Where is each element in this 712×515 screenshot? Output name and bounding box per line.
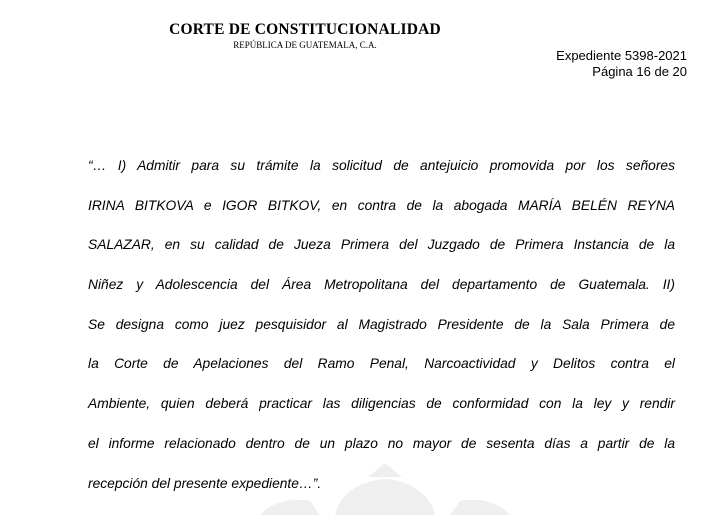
quote-line: recepción del presente expediente…”. <box>88 475 322 491</box>
quoted-resolution <box>88 146 675 503</box>
quote-line: IRINA BITKOVA e IGOR BITKOV, en contra de la abogada MARÍA BELÉN REYNA <box>88 197 675 213</box>
quote-line: Ambiente, quien deberá practicar las diligencias de conformidad con la ley y rendir <box>88 396 675 412</box>
court-header <box>150 20 460 51</box>
country-name: REPÚBLICA DE GUATEMALA, C.A. <box>233 40 377 50</box>
quote-line: la Corte de Apelaciones del Ramo Penal, Narcoactividad y Delitos contra el <box>88 356 675 372</box>
quote-line: Niñez y Adolescencia del Área Metropolitana del departamento de Guatemala. II) <box>88 277 675 293</box>
quote-line: “… I) Admitir para su trámite la solicitud de antejuicio promovida por los señores <box>88 158 675 173</box>
quote-line: Se designa como juez pesquisidor al Magistrado Presidente de la Sala Primera de <box>88 316 675 332</box>
quote-line: SALAZAR, en su calidad de Jueza Primera del Juzgado de Primera Instancia de la <box>88 237 675 253</box>
case-number: Expediente 5398-2021 <box>556 48 687 63</box>
page-number: Página 16 de 20 <box>592 64 687 79</box>
quote-line: el informe relacionado dentro de un plazo no mayor de sesenta días a partir de la <box>88 435 675 451</box>
case-info <box>556 48 687 80</box>
court-seal-watermark-icon <box>240 455 530 515</box>
court-name: CORTE DE CONSTITUCIONALIDAD <box>169 21 441 38</box>
